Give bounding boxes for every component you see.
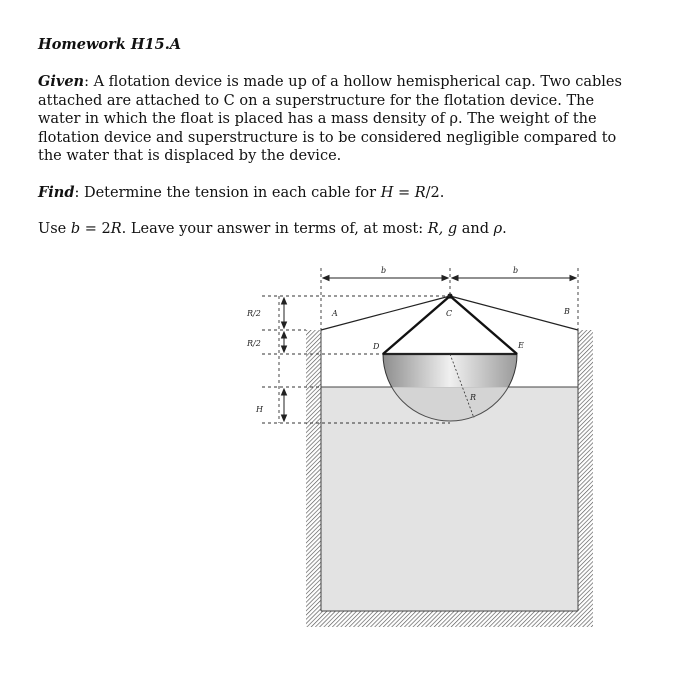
label-point-e: E (518, 341, 524, 350)
use-and: and (457, 221, 494, 237)
label-point-a: A (332, 309, 338, 318)
label-h: H (256, 405, 263, 414)
use-prefix: Use (38, 221, 71, 237)
right-wall (578, 330, 593, 627)
label-r-half-top: R/2 (247, 309, 261, 318)
find-label: Find (38, 184, 75, 201)
use-end: . (502, 221, 507, 237)
label-r-half-mid: R/2 (247, 339, 261, 348)
find-eq: = (393, 185, 415, 201)
label-point-b: B (564, 307, 570, 316)
use-mid: = 2 (80, 221, 111, 237)
use-vars: R, g (427, 221, 458, 237)
label-radius: R (470, 393, 477, 402)
use-b: b (70, 221, 81, 237)
use-rho: ρ (493, 221, 503, 237)
find-r: R (414, 185, 426, 201)
given-label: Given (38, 73, 85, 90)
use-r: R (110, 221, 122, 237)
label-point-d: D (373, 342, 380, 351)
find-suffix: /2. (425, 185, 445, 201)
label-b-left: b (381, 266, 387, 275)
given-text: : A flotation device is made up of a hollow hemispherical cap. Two cables attached are attached to C on a superstructure for the flotation device. The water in which the float is placed has a mass density of ρ. The weight of the flotation device and superstructure is to be considered negligible compared to the water that is displaced by the device. (38, 74, 622, 164)
left-wall (306, 330, 321, 627)
use-rest: . Leave your answer in terms of, at most: (121, 221, 428, 237)
find-prefix: : Determine the tension in each cable for (74, 185, 381, 201)
tank-floor (306, 611, 593, 627)
label-b-right: b (513, 266, 519, 275)
find-h: H (380, 185, 394, 201)
page-title: Homework H15.A (38, 36, 182, 53)
label-point-c: C (446, 309, 453, 318)
